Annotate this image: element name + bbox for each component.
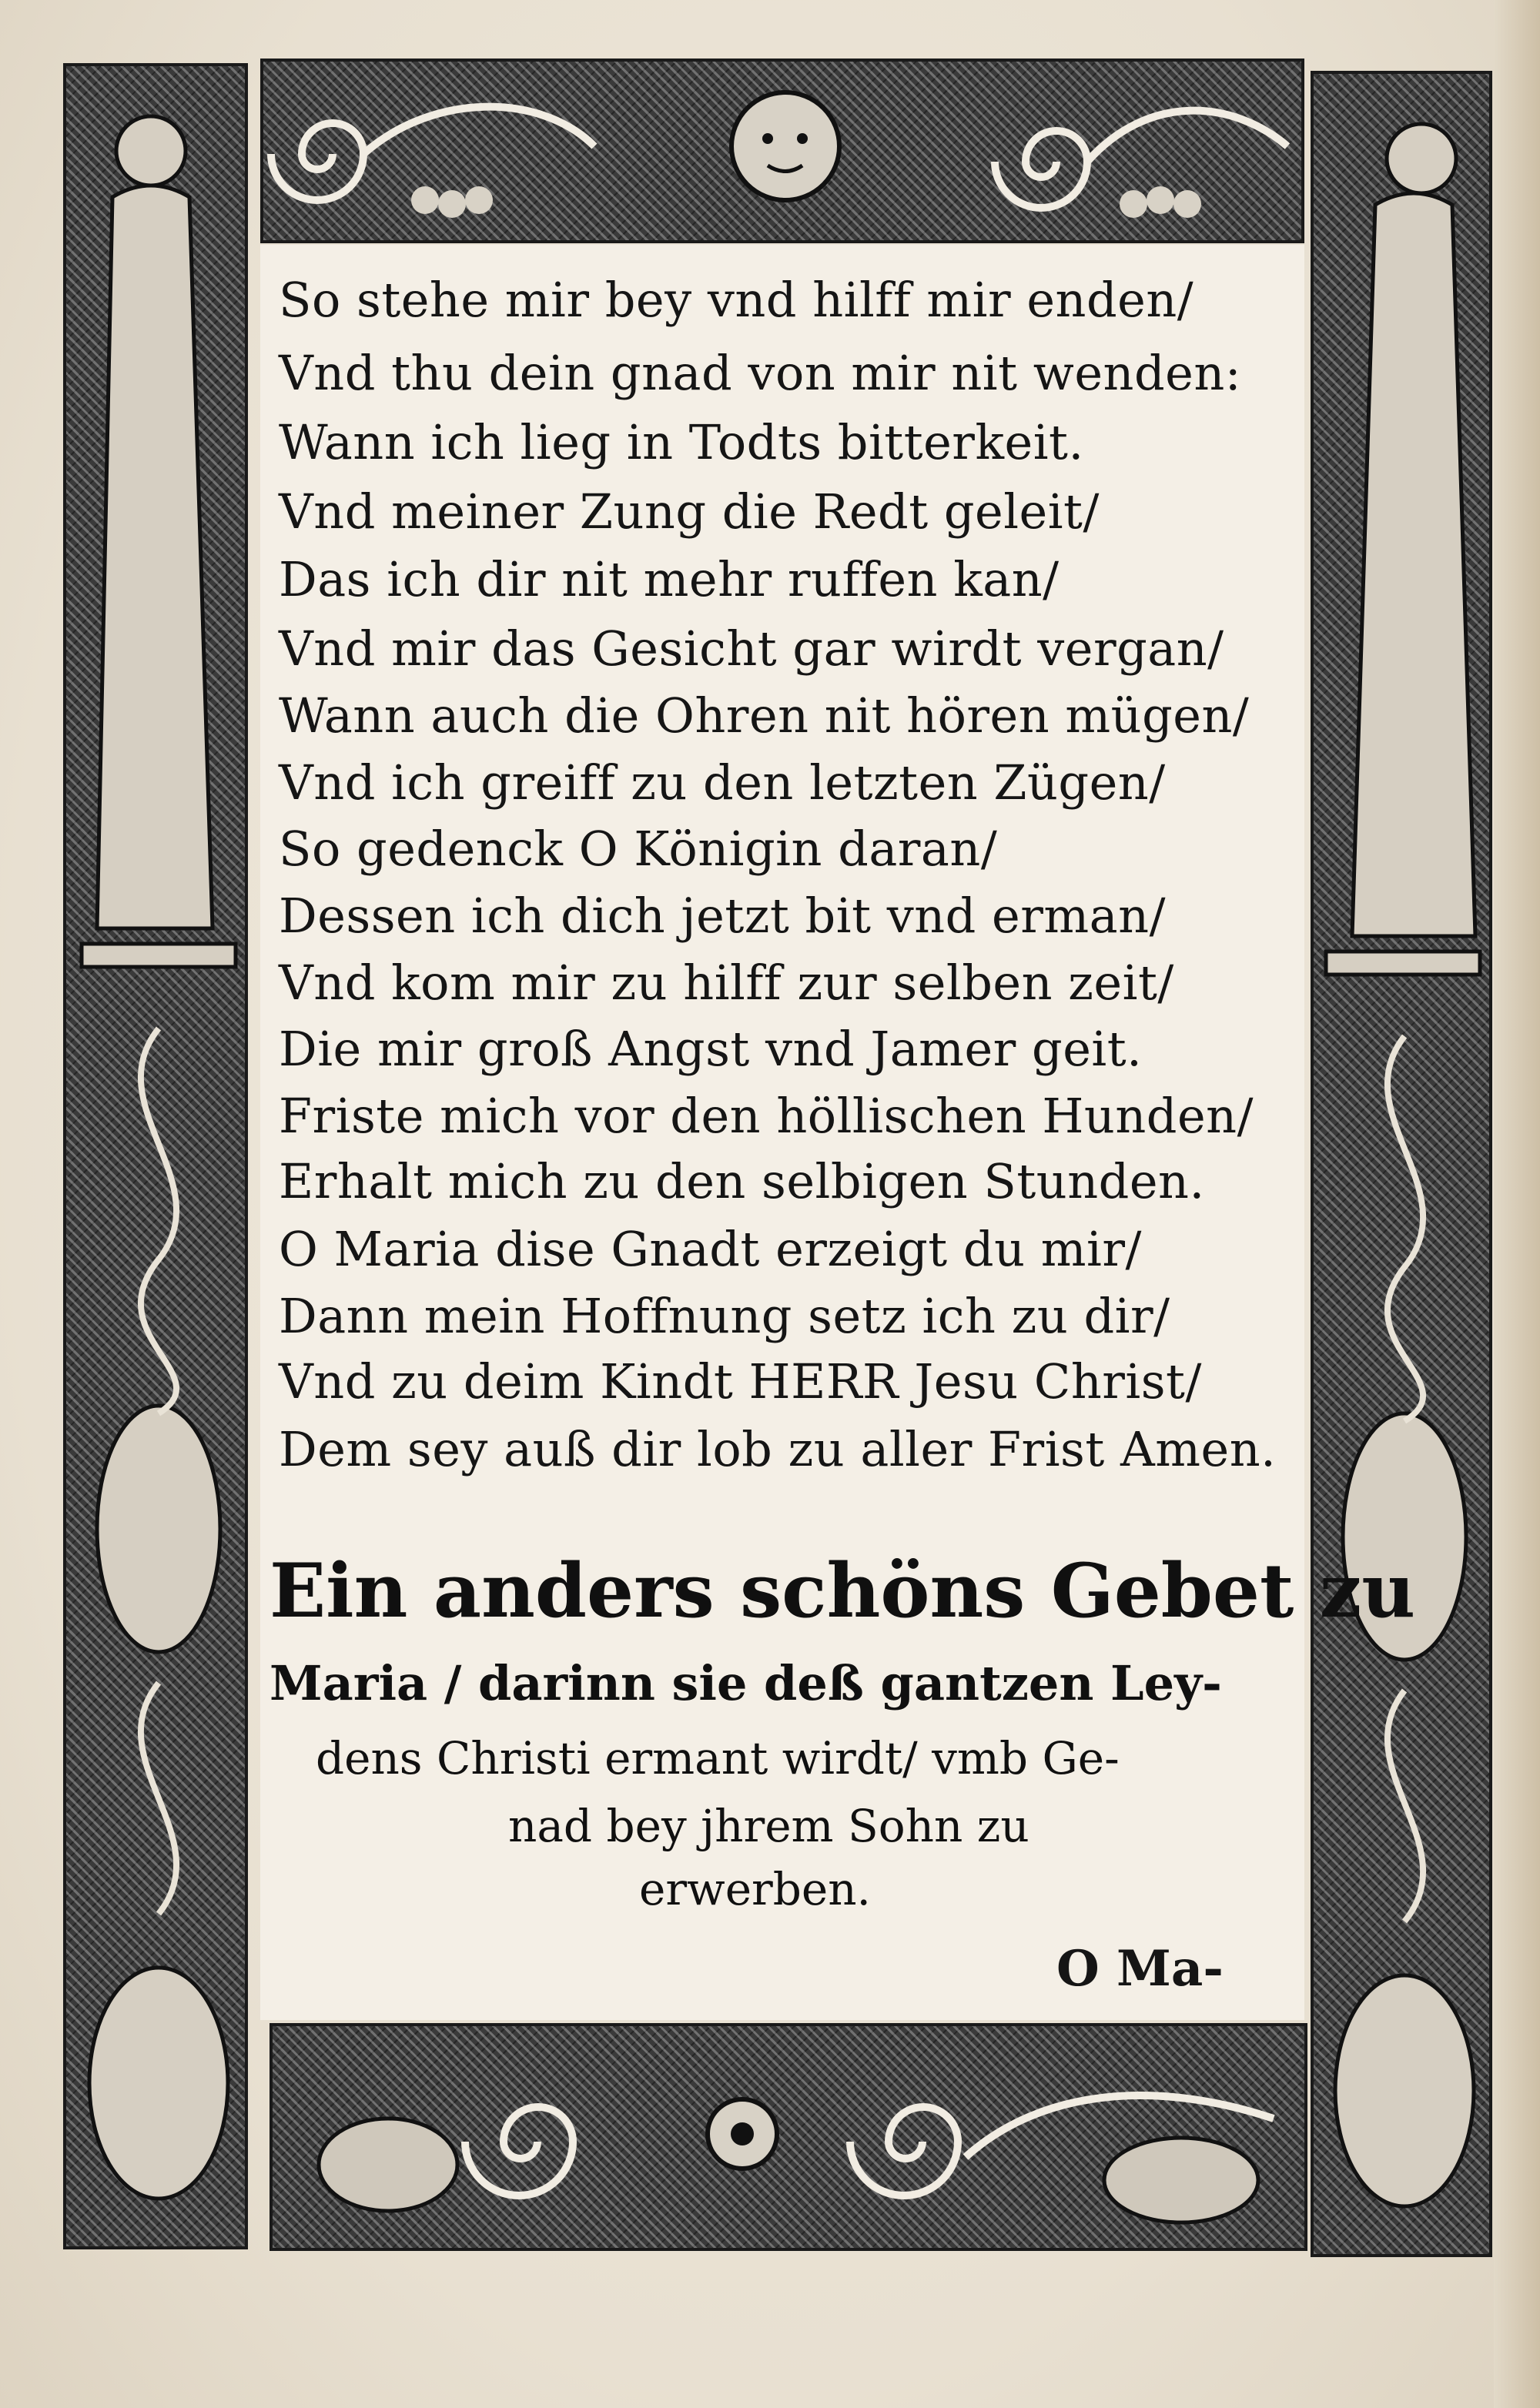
verse-line: Wann ich lieg in Todts bitterkeit. xyxy=(279,414,1084,470)
verse-line: Friste mich vor den höllischen Hunden/ xyxy=(279,1088,1254,1144)
verse-line: Vnd mir das Gesicht gar wirdt vergan/ xyxy=(279,620,1224,677)
verse-line: Vnd zu deim Kindt HERR Jesu Christ/ xyxy=(279,1353,1202,1410)
heading-line-2: Maria / darinn sie deß gantzen Ley- xyxy=(270,1655,1222,1711)
verse-line: O Maria dise Gnadt erzeigt du mir/ xyxy=(279,1221,1142,1277)
animal-figure-icon xyxy=(1104,2138,1258,2222)
heading-line-1: Ein anders schöns Gebet zu xyxy=(270,1547,1416,1634)
heading-line-4: nad bey jhrem Sohn zu xyxy=(508,1800,1029,1852)
scrollwork-ornament-icon xyxy=(263,62,1304,243)
verse-line: Das ich dir nit mehr ruffen kan/ xyxy=(279,551,1060,607)
verse-line: Dann mein Hoffnung setz ich zu dir/ xyxy=(279,1288,1170,1344)
animal-figure-icon xyxy=(319,2119,457,2211)
heading-line-3: dens Christi ermant wirdt/ vmb Ge- xyxy=(316,1732,1120,1784)
verse-line: Vnd thu dein gnad von mir nit wenden: xyxy=(279,345,1242,401)
woodcut-border-bottom xyxy=(270,2023,1307,2251)
heading-line-5: erwerben. xyxy=(639,1863,871,1915)
verse-line: So stehe mir bey vnd hilff mir enden/ xyxy=(279,272,1194,328)
standing-figure-icon xyxy=(66,66,248,2249)
verse-line: Vnd meiner Zung die Redt geleit/ xyxy=(279,483,1100,540)
scrollwork-ornament-icon xyxy=(273,2026,1307,2251)
sun-face-icon xyxy=(732,92,839,200)
standing-figure-icon xyxy=(1314,74,1492,2257)
verse-line: Vnd kom mir zu hilff zur selben zeit/ xyxy=(279,955,1174,1011)
woodcut-border-right xyxy=(1311,71,1492,2257)
woodcut-border-top xyxy=(260,59,1304,243)
verse-line: So gedenck O Königin daran/ xyxy=(279,821,998,877)
woodcut-border-left xyxy=(63,63,248,2249)
verse-line: Erhalt mich zu den selbigen Stunden. xyxy=(279,1153,1205,1209)
verse-line: Wann auch die Ohren nit hören mügen/ xyxy=(279,687,1250,744)
verse-line: Vnd ich greiff zu den letzten Zügen/ xyxy=(279,754,1166,811)
catchword: O Ma- xyxy=(1056,1940,1224,1998)
verse-line: Dessen ich dich jetzt bit vnd erman/ xyxy=(279,888,1166,944)
verse-line: Dem sey auß dir lob zu aller Frist Amen. xyxy=(279,1421,1277,1477)
page-gutter xyxy=(1494,0,1540,2408)
verse-line: Die mir groß Angst vnd Jamer geit. xyxy=(279,1021,1143,1077)
